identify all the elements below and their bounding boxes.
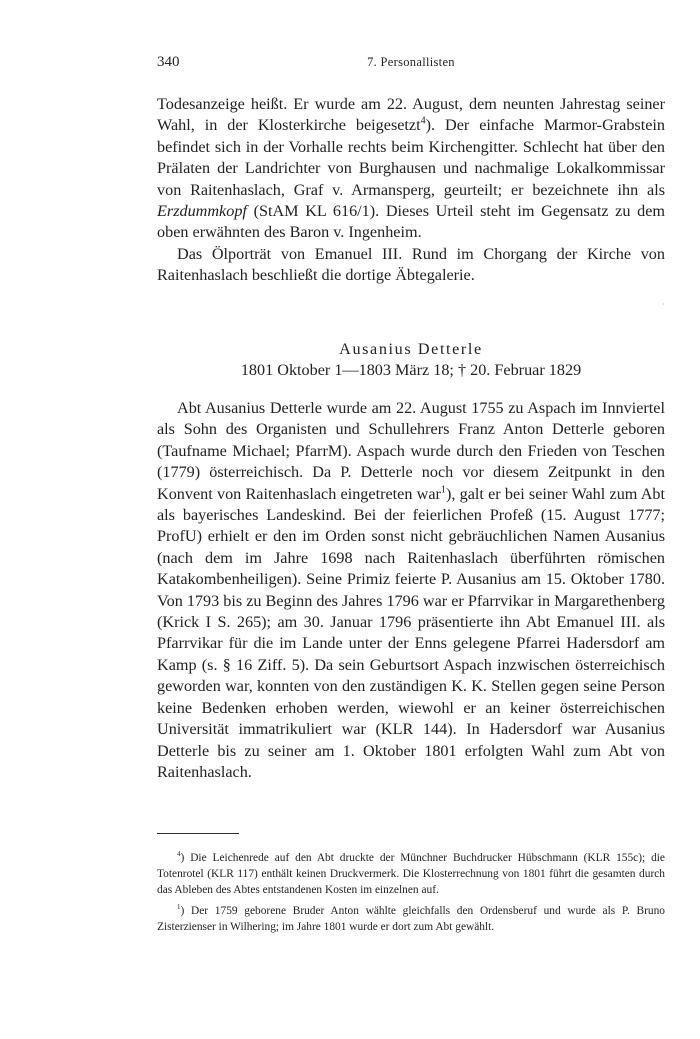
footnote-ref[interactable]: 1 (440, 484, 446, 496)
footnote: $^1$) Der 1759 geborene Bruder Anton wählte gleichfalls den Ordensberuf und wurde als P. Bruno Zisterzienser in Wilhering; im Jahre 1801 wurde er dort zum Abt gewählt. (157, 903, 665, 934)
entry-heading (157, 339, 665, 382)
paragraph: Todesanzeige heißt. Er wurde am 22. August, dem neunten Jahrestag seiner Wahl, in der Klosterkirche beigesetzt$^4$). Der einfache Marmor-Grabstein befindet sich in der Vorhalle rechts beim Kirchengitter. Schlecht hat über den Prälaten der Landrichter von Burghausen und nachmalige Lokalkommissar von Raitenhaslach, Graf v. Armansperg, geurteilt; er bezeichnete ihn als Erzdummkopf (StAM KL 616/1). Dieses Urteil steht im Gegensatz zu dem oben erwähnten des Baron v. Ingenheim. (157, 95, 665, 242)
running-head: 7. Personallisten (367, 55, 455, 69)
page-number: 340 (157, 54, 180, 70)
entry-dates: 1801 Oktober 1—1803 März 18; † 20. Februar 1829 (240, 361, 582, 380)
text-block-top (157, 94, 665, 287)
paragraph: Abt Ausanius Detterle wurde am 22. August 1755 zu Aspach im Innviertel als Sohn des Organisten und Schullehrers Franz Anton Detterle geboren (Taufname Michael; PfarrM). Aspach wurde durch den Frieden von Teschen (1779) österreichisch. Da P. Detterle noch vor diesem Zeitpunkt in den Konvent von Raitenhaslach eingetreten war$^1$), galt er bei seiner Wahl zum Abt als bayerisches Landeskind. Bei der feierlichen Profeß (15. August 1777; ProfU) erhielt er den im Orden sonst nicht gebräuchlichen Namen Ausanius (nach dem im Jahre 1698 nach Raitenhaslach überführten römischen Katakombenheiligen). Seine Primiz feierte P. Ausanius am 15. Oktober 1780. Von 1793 bis zu Beginn des Jahres 1796 war er Pfarrvikar in Margarethenberg (Krick I S. 265); am 30. Januar 1796 präsentierte ihn Abt Emanuel III. als Pfarrvikar für die im Lande unter der Enns gelegene Pfarrei Hadersdorf am Kamp (s. § 16 Ziff. 5). Da sein Geburtsort Aspach inzwischen österreichisch geworden war, konnten von den zuständigen K. K. Stellen gegen seine Person keine Bedenken erhoben werden, wiewohl er an keiner österreichischen Universität immatrikuliert war (KLR 144). In Hadersdorf war Ausanius Detterle bis zu seiner am 1. Oktober 1801 erfolgten Wahl zum Abt von Raitenhaslach. (157, 399, 665, 781)
footnote-ref[interactable]: 4 (420, 116, 426, 128)
footnotes (157, 850, 665, 940)
paragraph: Das Ölporträt von Emanuel III. Rund im Chorgang der Kirche von Raitenhaslach beschließt die dortige Äbtegalerie. (157, 244, 665, 285)
print-mark: · (662, 300, 665, 309)
entry-title: Ausanius Detterle (339, 340, 483, 358)
footnote: $^4$) Die Leichenrede auf den Abt druckte der Münchner Buchdrucker Hübschmann (KLR 155c); die Totenrotel (KLR 117) enthält keinen Druckvermerk. Die Klosterrechnung von 1801 führt die gesamten durch das Ableben des Abtes entstandenen Kosten im einzelnen auf. (157, 850, 665, 897)
footnote-separator (157, 833, 239, 834)
page-header (157, 54, 665, 76)
text-block-entry (157, 398, 665, 783)
italic-term: Erzdummkopf (157, 202, 247, 221)
footnote-number: 4 (177, 850, 181, 859)
footnote-number: 1 (177, 903, 181, 912)
